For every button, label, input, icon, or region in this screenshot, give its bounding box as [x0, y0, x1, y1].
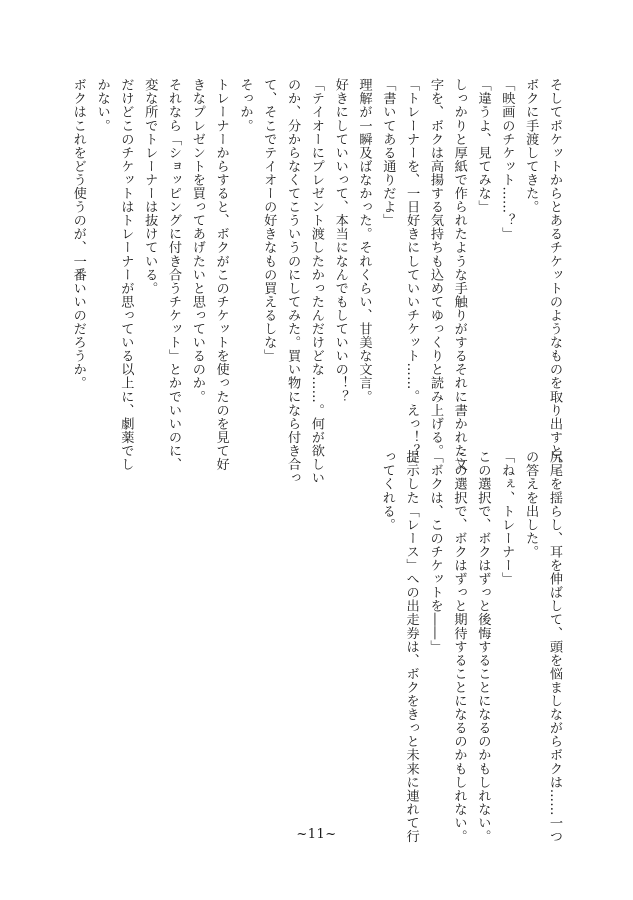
page-number: ~11~	[296, 827, 337, 842]
lower-text-line: ってくれる。	[379, 450, 395, 532]
upper-text-line: 「トレーナーを、一日好きにしていいチケット……。えっ！？」	[404, 78, 420, 471]
upper-text-line: トレーナーからすると、ボクがこのチケットを使ったのを見て好	[213, 78, 229, 471]
upper-text-line: て、そこでテイオーの好きなもの買えるしな」	[261, 78, 277, 363]
upper-text-line: しっかりと厚紙で作られたような手触りがするそれに書かれた文	[451, 78, 467, 471]
lower-text-line: この選択で、ボクはずっと後悔することになるのかもしれない。	[475, 450, 491, 843]
upper-text-line: のか、分からなくてこういうのにしてみた。買い物になら付き合っ	[285, 78, 301, 485]
upper-text-line: ボクに手渡してきた。	[523, 78, 539, 214]
upper-text-line: ボクはこれをどう使うのが、一番いいのだろうか。	[70, 78, 86, 390]
upper-text-line: 「映画のチケット……？」	[499, 78, 515, 241]
upper-text-line: だけどこのチケットはトレーナーが思っている以上に、劇薬でし	[118, 78, 134, 471]
upper-text-line: きなプレゼントを買ってあげたいと思っているのか。	[189, 78, 205, 404]
upper-text-line: 「書いてある通りだよ」	[380, 78, 396, 228]
upper-text-line: 理解が一瞬及ばなかった。それくらい、甘美な文言。	[356, 78, 372, 404]
upper-text-line: それなら「ショッピングに付き合うチケット」とかでいいのに、	[166, 78, 181, 471]
upper-text-line: かない。	[94, 78, 110, 133]
upper-text-line: 好きにしていいって、本当になんでもしていいの！？	[332, 78, 348, 404]
upper-text-line: そっか。	[237, 78, 253, 133]
lower-text-line: 尻尾を揺らし、耳を伸ばして、頭を悩ましながらボクは……一つ	[547, 450, 562, 843]
lower-text-line: この選択で、ボクはずっと期待することになるのかもしれない。	[451, 450, 467, 843]
upper-text-line: 変な所でトレーナーは抜けている。	[142, 78, 158, 295]
upper-text-line: 「テイオーにプレゼント渡したかったんだけどな……。何が欲しい	[308, 78, 324, 485]
upper-text-block	[61, 78, 562, 485]
lower-text-line: 「ボクは、このチケットを――」	[427, 450, 443, 654]
lower-text-line: 提示した「レース」への出走券は、ボクをきっと未来に連れて行	[403, 450, 419, 843]
upper-text-line: 字を、ボクは高揚する気持ちも込めてゆっくりと読み上げる。	[427, 78, 443, 458]
lower-text-line: 「ねぇ、トレーナー」	[499, 450, 515, 586]
upper-text-line: そしてポケットからとあるチケットのようなものを取り出すと、	[547, 78, 562, 471]
lower-text-line: の答えを出した。	[523, 450, 539, 559]
upper-text-line: 「違うよ、見てみな」	[475, 78, 491, 214]
